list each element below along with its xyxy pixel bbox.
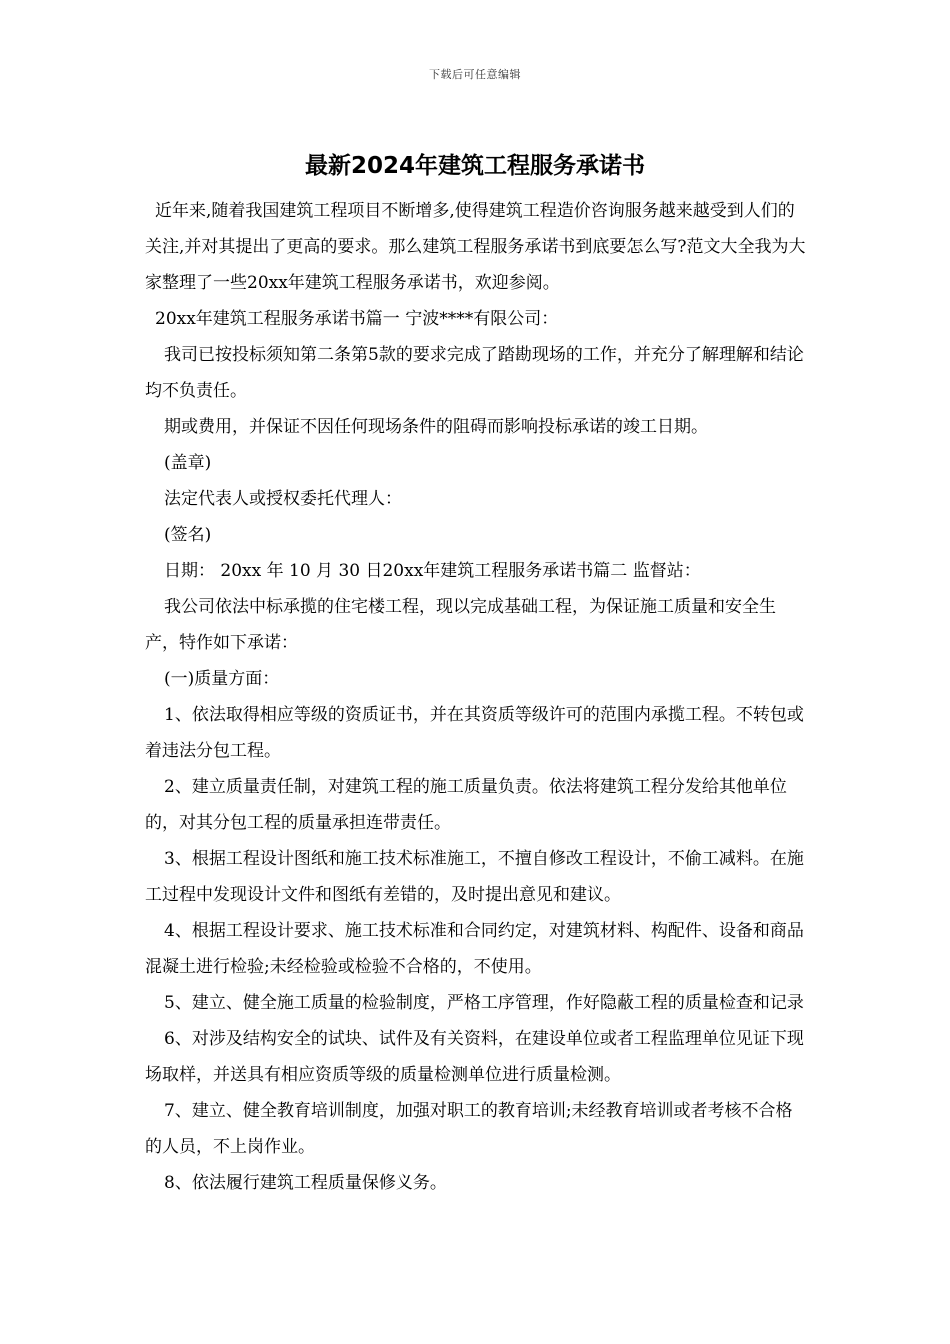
paragraph-intro: 近年来,随着我国建筑工程项目不断增多,使得建筑工程造价咨询服务越来越受到人们的关注,并对其提出了更高的要求。那么建筑工程服务承诺书到底要怎么写?范文大全我为大家整理了一些20xx年建筑工程服务承诺书，欢迎参阅。 (145, 201, 806, 293)
list-item: 4、根据工程设计要求、施工技术标准和合同约定，对建筑材料、构配件、设备和商品混凝土进行检验;未经检验或检验不合格的，不使用。 (145, 921, 804, 977)
list-item: 5、建立、健全施工质量的检验制度，严格工序管理，作好隐蔽工程的质量检查和记录 (164, 993, 804, 1013)
list-item: 6、对涉及结构安全的试块、试件及有关资料，在建设单位或者工程监理单位见证下现场取样，并送具有相应资质等级的质量检测单位进行质量检测。 (145, 1029, 804, 1085)
paragraph-representative: 法定代表人或授权委托代理人： (164, 489, 402, 509)
list-item: 7、建立、健全教育培训制度，加强对职工的教育培训;未经教育培训或者考核不合格的人员，不上岗作业。 (145, 1101, 793, 1157)
paragraph-date: 日期： 20xx 年 10 月 30 日20xx年建筑工程服务承诺书篇二 监督站： (164, 561, 701, 581)
list-item: 3、根据工程设计图纸和施工技术标准施工，不擅自修改工程设计，不偷工减料。在施工过程中发现设计文件和图纸有差错的，及时提出意见和建议。 (145, 849, 804, 905)
list-item: 2、建立质量责任制，对建筑工程的施工质量负责。依法将建筑工程分发给其他单位的，对其分包工程的质量承担连带责任。 (145, 777, 787, 833)
list-item: 8、依法履行建筑工程质量保修义务。 (164, 1173, 447, 1193)
paragraph-signature: (签名) (164, 525, 212, 545)
list-item: 1、依法取得相应等级的资质证书，并在其资质等级许可的范围内承揽工程。不转包或着违法分包工程。 (145, 705, 804, 761)
document-title: 最新2024年建筑工程服务承诺书 (304, 153, 645, 179)
paragraph: 期或费用，并保证不因任何现场条件的阻碍而影响投标承诺的竣工日期。 (164, 417, 708, 437)
paragraph: 我公司依法中标承揽的住宅楼工程，现以完成基础工程，为保证施工质量和安全生产，特作如下承诺： (145, 597, 776, 653)
paragraph-heading-part1: 20xx年建筑工程服务承诺书篇一 宁波****有限公司： (155, 309, 559, 329)
header-note: 下载后可任意编辑 (429, 68, 521, 81)
paragraph: 我司已按投标须知第二条第5款的要求完成了踏勘现场的工作，并充分了解理解和结论均不负责任。 (145, 345, 804, 401)
paragraph-section-heading: (一)质量方面： (164, 669, 280, 689)
document-body (145, 193, 808, 1201)
paragraph-seal: (盖章) (164, 453, 212, 473)
